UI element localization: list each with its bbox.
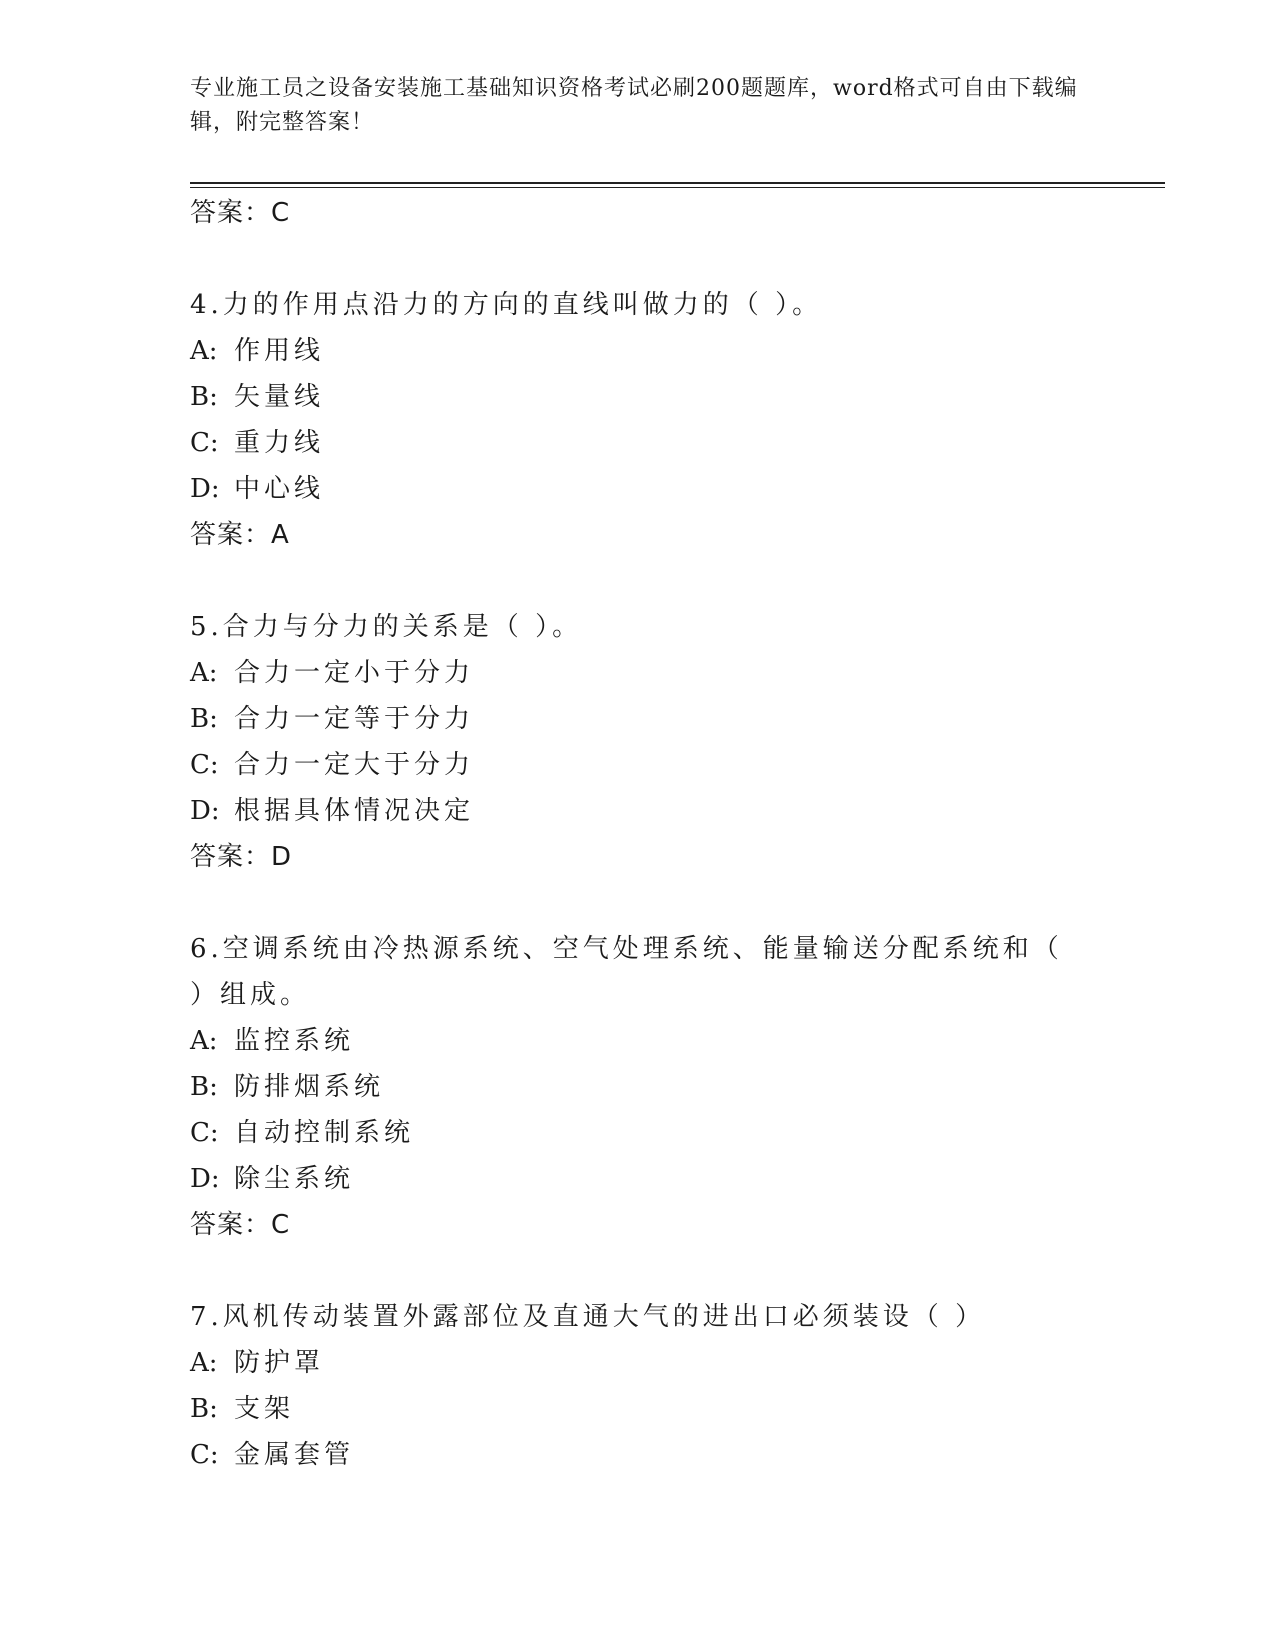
option-text: 合力一定等于分力 [234, 704, 475, 734]
spacer [190, 236, 1090, 282]
option-text: 防排烟系统 [234, 1072, 385, 1102]
option-letter: A: [190, 336, 218, 366]
option-c [190, 1110, 1090, 1156]
option-b [190, 374, 1090, 420]
option-text: 根据具体情况决定 [234, 796, 475, 826]
option-text: 矢量线 [234, 382, 325, 412]
option-text: 作用线 [234, 336, 325, 366]
option-letter: D: [190, 1164, 220, 1194]
option-letter: C: [190, 1118, 219, 1148]
option-d [190, 466, 1090, 512]
option-b [190, 696, 1090, 742]
spacer [190, 558, 1090, 604]
question-list [190, 190, 1090, 1478]
option-d [190, 788, 1090, 834]
option-a [190, 328, 1090, 374]
question-7 [190, 1294, 1090, 1478]
option-c [190, 420, 1090, 466]
option-letter: A: [190, 658, 218, 688]
option-text: 合力一定小于分力 [234, 658, 475, 688]
option-text: 自动控制系统 [234, 1118, 415, 1148]
header-rule-thick [190, 182, 1165, 184]
option-letter: C: [190, 428, 219, 458]
option-b [190, 1386, 1090, 1432]
option-letter: B: [190, 1394, 218, 1424]
document-header: 专业施工员之设备安装施工基础知识资格考试必刷200题题库，word格式可自由下载编辑，附完整答案！ [190, 76, 1078, 135]
option-letter: D: [190, 796, 220, 826]
option-text: 重力线 [234, 428, 325, 458]
question-stem: 4.力的作用点沿力的方向的直线叫做力的（ ）。 [190, 290, 823, 320]
answer: 答案：D [190, 842, 293, 872]
header-rule-thin [190, 187, 1165, 188]
spacer [190, 1248, 1090, 1294]
option-b [190, 1064, 1090, 1110]
question-6 [190, 926, 1090, 1248]
option-letter: D: [190, 474, 220, 504]
option-c [190, 742, 1090, 788]
question-stem: 5.合力与分力的关系是（ ）。 [190, 612, 583, 642]
question-5 [190, 604, 1090, 880]
option-letter: C: [190, 750, 219, 780]
option-letter: A: [190, 1026, 218, 1056]
previous-answer: 答案：C [190, 198, 291, 228]
option-text: 合力一定大于分力 [234, 750, 475, 780]
option-letter: A: [190, 1348, 218, 1378]
option-a [190, 650, 1090, 696]
question-4 [190, 282, 1090, 558]
question-stem: 7.风机传动装置外露部位及直通大气的进出口必须装设（ ） [190, 1302, 986, 1332]
option-text: 防护罩 [234, 1348, 325, 1378]
option-c [190, 1432, 1090, 1478]
option-letter: B: [190, 1072, 218, 1102]
option-letter: C: [190, 1440, 219, 1470]
option-a [190, 1340, 1090, 1386]
option-text: 中心线 [234, 474, 325, 504]
option-a [190, 1018, 1090, 1064]
option-d [190, 1156, 1090, 1202]
answer: 答案：A [190, 520, 290, 550]
spacer [190, 880, 1090, 926]
option-text: 监控系统 [234, 1026, 355, 1056]
option-letter: B: [190, 704, 218, 734]
option-text: 除尘系统 [234, 1164, 355, 1194]
option-text: 支架 [234, 1394, 295, 1424]
question-stem: 6.空调系统由冷热源系统、空气处理系统、能量输送分配系统和（ ）组成。 [190, 934, 1063, 1010]
option-letter: B: [190, 382, 218, 412]
option-text: 金属套管 [234, 1440, 355, 1470]
answer: 答案：C [190, 1210, 291, 1240]
